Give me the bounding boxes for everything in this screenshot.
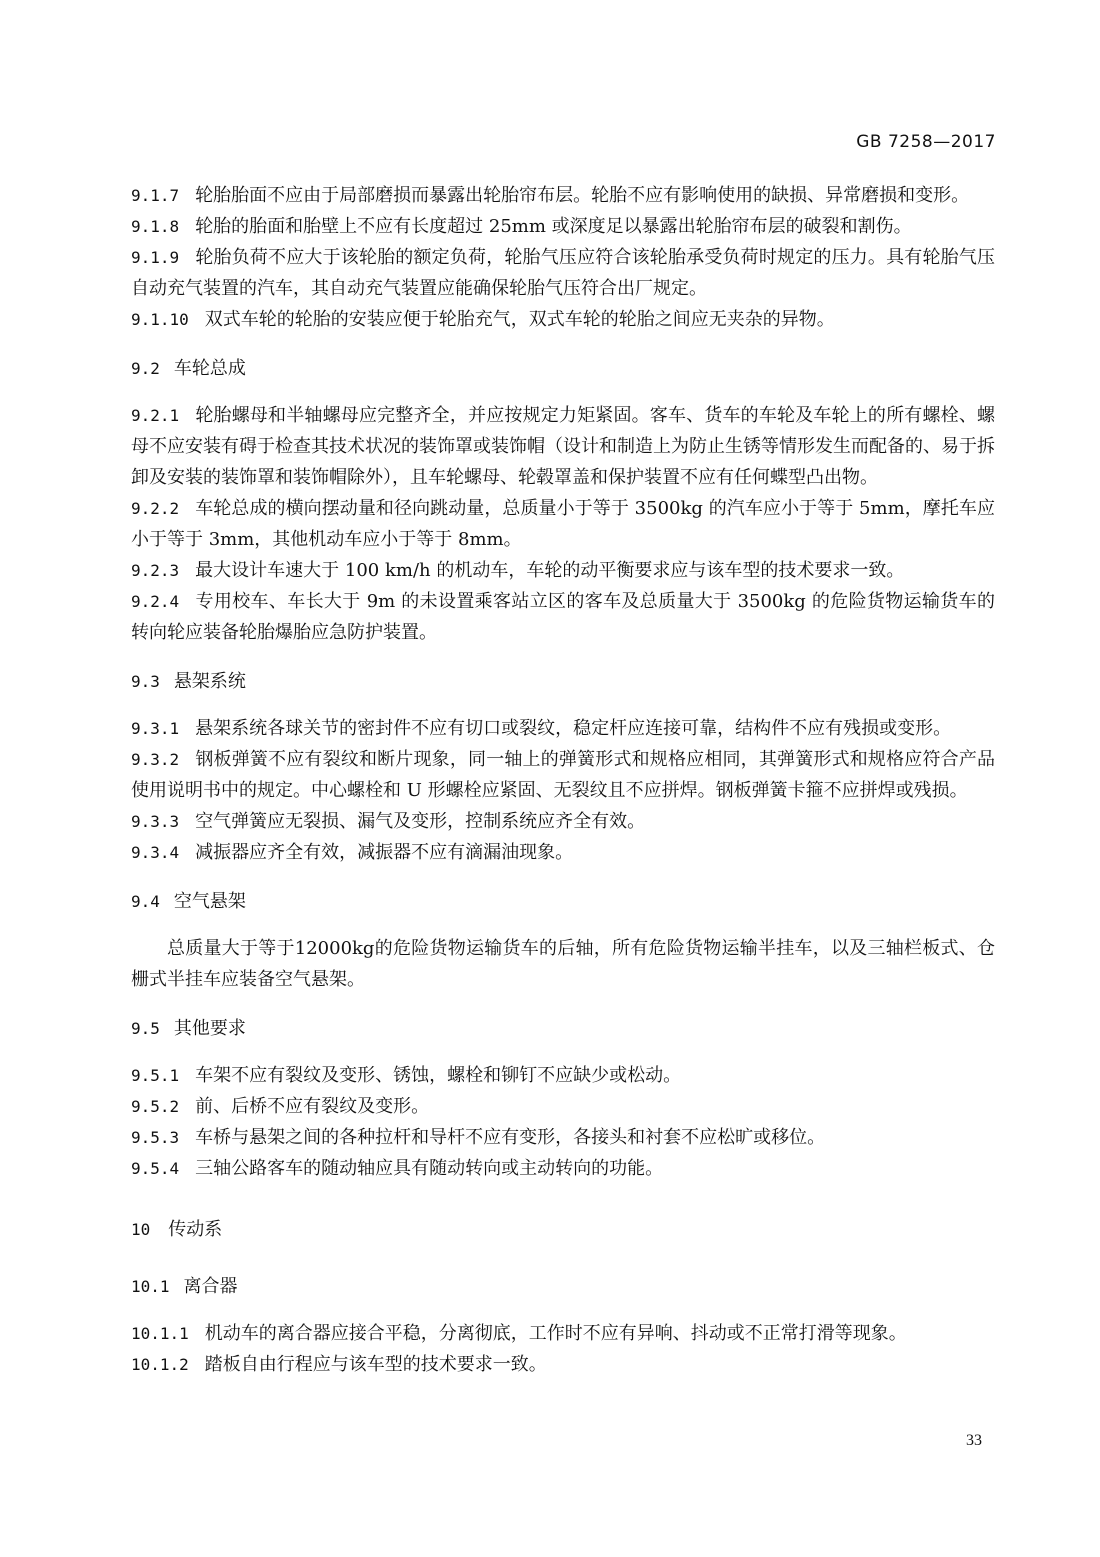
clause-9-5-1 xyxy=(131,1060,995,1091)
clause-text: 踏板自由行程应与该车型的技术要求一致。 xyxy=(204,1354,547,1375)
clause-text: 专用校车、车长大于 9m 的未设置乘客站立区的客车及总质量大于 3500kg 的危险货物运输货车的转向轮应装备轮胎爆胎应急防护装置。 xyxy=(131,591,995,643)
clause-10-1-2 xyxy=(131,1349,995,1380)
clause-9-2-4 xyxy=(131,586,995,648)
clause-text: 轮胎的胎面和胎壁上不应有长度超过 25mm 或深度足以暴露出轮胎帘布层的破裂和割伤。 xyxy=(195,216,912,237)
clause-9-3-4 xyxy=(131,837,995,868)
clause-text: 悬架系统各球关节的密封件不应有切口或裂纹，稳定杆应连接可靠，结构件不应有残损或变形。 xyxy=(195,718,952,739)
chapter-number: 10 xyxy=(131,1220,151,1239)
clause-number: 9.3.1 xyxy=(131,719,180,738)
section-heading-9-4 xyxy=(131,886,995,917)
clause-text: 轮胎胎面不应由于局部磨损而暴露出轮胎帘布层。轮胎不应有影响使用的缺损、异常磨损和变形。 xyxy=(195,185,970,206)
section-number: 9.3 xyxy=(131,672,160,691)
section-number: 10.1 xyxy=(131,1277,170,1296)
clause-9-1-9 xyxy=(131,242,995,304)
clause-text: 双式车轮的轮胎的安装应便于轮胎充气，双式车轮的轮胎之间应无夹杂的异物。 xyxy=(204,309,835,330)
clause-text: 轮胎负荷不应大于该轮胎的额定负荷，轮胎气压应符合该轮胎承受负荷时规定的压力。具有轮胎气压自动充气装置的汽车，其自动充气装置应能确保轮胎气压符合出厂规定。 xyxy=(131,247,995,299)
section-heading-10-1 xyxy=(131,1271,995,1302)
clause-10-1-1 xyxy=(131,1318,995,1349)
clause-9-3-3 xyxy=(131,806,995,837)
clause-text: 空气弹簧应无裂损、漏气及变形，控制系统应齐全有效。 xyxy=(195,811,646,832)
clause-number: 9.1.8 xyxy=(131,217,180,236)
clause-9-1-8 xyxy=(131,211,995,242)
clause-text: 钢板弹簧不应有裂纹和断片现象，同一轴上的弹簧形式和规格应相同，其弹簧形式和规格应符合产品使用说明书中的规定。中心螺栓和 U 形螺栓应紧固、无裂纹且不应拼焊。钢板弹簧卡箍不应拼焊或残损。 xyxy=(131,749,995,801)
clause-text: 减振器应齐全有效，减振器不应有滴漏油现象。 xyxy=(195,842,574,863)
section-number: 9.5 xyxy=(131,1019,160,1038)
clause-number: 10.1.2 xyxy=(131,1355,189,1374)
clause-9-1-10 xyxy=(131,304,995,335)
section-number: 9.2 xyxy=(131,359,160,378)
chapter-title: 传动系 xyxy=(168,1219,223,1240)
section-title: 悬架系统 xyxy=(173,671,246,692)
clause-9-5-4 xyxy=(131,1153,995,1184)
clause-text: 前、后桥不应有裂纹及变形。 xyxy=(195,1096,430,1117)
clause-9-3-2 xyxy=(131,744,995,806)
clause-text: 三轴公路客车的随动轴应具有随动转向或主动转向的功能。 xyxy=(195,1158,664,1179)
page-number: 33 xyxy=(966,1432,982,1449)
section-heading-9-5 xyxy=(131,1013,995,1044)
clause-text: 机动车的离合器应接合平稳，分离彻底，工作时不应有异响、抖动或不正常打滑等现象。 xyxy=(204,1323,907,1344)
clause-number: 9.3.3 xyxy=(131,812,180,831)
section-title: 其他要求 xyxy=(173,1018,246,1039)
clause-number: 9.2.1 xyxy=(131,406,180,425)
clause-9-5-3 xyxy=(131,1122,995,1153)
clause-9-3-1 xyxy=(131,713,995,744)
section-title: 空气悬架 xyxy=(173,891,246,912)
clause-number: 10.1.1 xyxy=(131,1324,189,1343)
clause-number: 9.1.9 xyxy=(131,248,180,267)
clause-number: 9.3.4 xyxy=(131,843,180,862)
clause-number: 9.5.1 xyxy=(131,1066,180,1085)
clause-number: 9.5.2 xyxy=(131,1097,180,1116)
chapter-heading-10 xyxy=(131,1214,995,1245)
section-number: 9.4 xyxy=(131,892,160,911)
clause-text: 车桥与悬架之间的各种拉杆和导杆不应有变形，各接头和衬套不应松旷或移位。 xyxy=(195,1127,826,1148)
clause-text: 最大设计车速大于 100 km/h 的机动车，车轮的动平衡要求应与该车型的技术要求一致。 xyxy=(195,560,905,581)
clause-text: 车架不应有裂纹及变形、锈蚀，螺栓和铆钉不应缺少或松动。 xyxy=(195,1065,682,1086)
standard-code: GB 7258—2017 xyxy=(856,132,996,152)
clause-9-5-2 xyxy=(131,1091,995,1122)
clause-number: 9.2.2 xyxy=(131,499,180,518)
section-9-4-body: 总质量大于等于12000kg的危险货物运输货车的后轴，所有危险货物运输半挂车，以及三轴栏板式、仓栅式半挂车应装备空气悬架。 xyxy=(131,938,995,990)
clause-number: 9.2.4 xyxy=(131,592,180,611)
section-heading-9-3 xyxy=(131,666,995,697)
section-title: 离合器 xyxy=(183,1276,238,1297)
section-title: 车轮总成 xyxy=(173,358,246,379)
clause-number: 9.5.4 xyxy=(131,1159,180,1178)
clause-text: 轮胎螺母和半轴螺母应完整齐全，并应按规定力矩紧固。客车、货车的车轮及车轮上的所有螺栓、螺母不应安装有碍于检查其技术状况的装饰罩或装饰帽（设计和制造上为防止生锈等情形发生而配备的、易于拆卸及安装的装饰罩和装饰帽除外），且车轮螺母、轮毂罩盖和保护装置不应有任何蝶型凸出物。 xyxy=(131,405,995,488)
clause-text: 车轮总成的横向摆动量和径向跳动量，总质量小于等于 3500kg 的汽车应小于等于 5mm，摩托车应小于等于 3mm，其他机动车应小于等于 8mm。 xyxy=(131,498,995,550)
clause-9-1-7 xyxy=(131,180,995,211)
clause-number: 9.2.3 xyxy=(131,561,180,580)
clause-number: 9.5.3 xyxy=(131,1128,180,1147)
section-heading-9-2 xyxy=(131,353,995,384)
clause-number: 9.1.10 xyxy=(131,310,189,329)
clause-number: 9.1.7 xyxy=(131,186,180,205)
clause-number: 9.3.2 xyxy=(131,750,180,769)
clause-9-2-3 xyxy=(131,555,995,586)
clause-9-2-2 xyxy=(131,493,995,555)
clause-9-2-1 xyxy=(131,400,995,493)
document-body xyxy=(131,180,995,1380)
